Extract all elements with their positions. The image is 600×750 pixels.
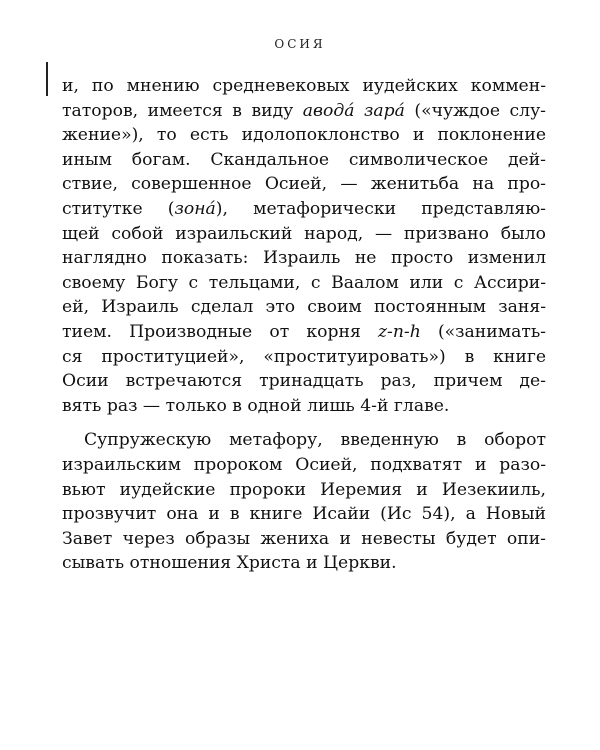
italic-term: зона́ [174,198,216,219]
text-line: вять раз — только в одной лишь 4-й главе. [62,395,450,416]
text-line: ся проституцией», «проституировать») в книге [62,346,546,367]
text-line: своему Богу с тельцами, с Ваалом или с Ассири- [62,272,546,293]
text-line: таторов, имеется в виду авода́ зара́ («чуждое слу- [62,100,546,121]
text-line: израильским пророком Осией, подхватят и разо- [62,454,546,475]
text-line: прозвучит она и в книге Исайи (Ис 54), а Новый [62,504,546,525]
paragraph-2 [62,428,546,576]
text-line: ститутке (зона́), метафорически представляю- [62,198,546,219]
text-line: вьют иудейские пророки Иеремия и Иезекииль, [62,479,546,500]
italic-term: авода́ зара́ [302,100,405,121]
paragraph-1 [62,74,546,418]
italic-term: z-n-h [377,321,421,342]
paragraph-gap [62,418,546,428]
body-text [62,74,546,576]
text-line: иным богам. Скандальное символическое дей- [62,149,546,170]
text-line: сывать отношения Христа и Церкви. [62,553,397,574]
text-line: жение»), то есть идолопоклонство и поклонение [62,125,546,146]
text-line: Супружескую метафору, введенную в оборот [84,430,546,451]
running-head: ОСИЯ [274,37,326,51]
text-line: наглядно показать: Израиль не просто изменил [62,248,546,269]
text-line: ей, Израиль сделал это своим постоянным заня- [62,297,546,318]
text-line: тием. Производные от корня z-n-h («занимать- [62,321,546,342]
text-line: ствие, совершенное Осией, — женитьба на про- [62,174,546,195]
margin-mark [46,62,48,96]
text-line: щей собой израильский народ, — призвано было [62,223,546,244]
text-line: Осии встречаются тринадцать раз, причем де- [62,371,546,392]
text-line: Завет через образы жениха и невесты будет опи- [62,528,546,549]
text-line: и, по мнению средневековых иудейских коммен- [62,76,546,96]
